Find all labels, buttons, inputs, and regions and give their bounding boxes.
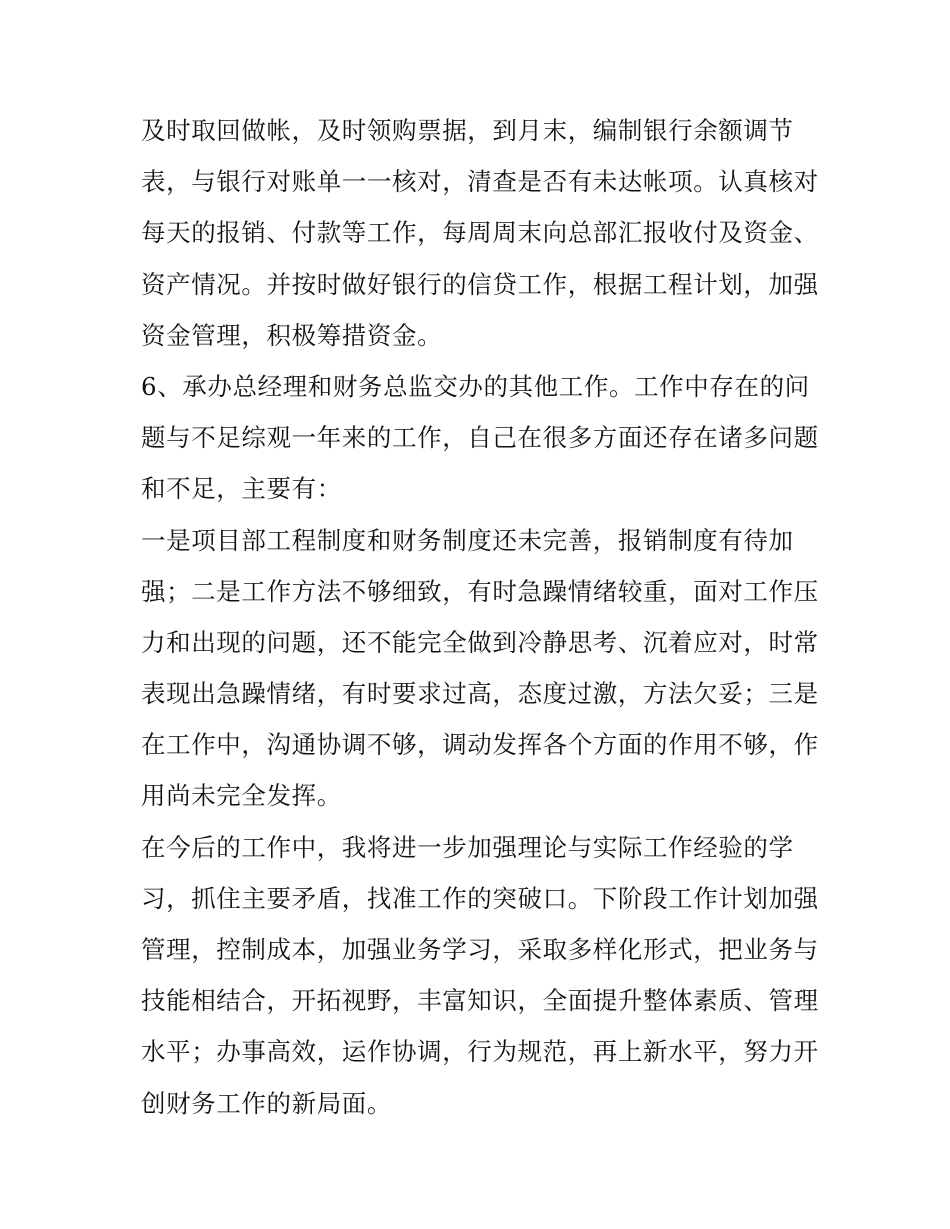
text-line: 创财务工作的新局面。 bbox=[141, 1088, 392, 1118]
text-line: 6、承办总经理和财务总监交办的其他工作。工作中存在的问 bbox=[141, 371, 810, 401]
text-line: 水平；办事高效，运作协调，行为规范，再上新水平，努力开 bbox=[141, 1037, 819, 1067]
text-line: 表现出急躁情绪，有时要求过高，态度过激，方法欠妥；三是 bbox=[141, 679, 819, 709]
text-line: 技能相结合，开拓视野，丰富知识，全面提升整体素质、管理 bbox=[141, 986, 819, 1016]
text-line: 和不足，主要有： bbox=[141, 474, 342, 504]
text-line: 用尚未完全发挥。 bbox=[141, 781, 342, 811]
text-line: 在工作中，沟通协调不够，调动发挥各个方面的作用不够，作 bbox=[141, 730, 819, 760]
document-body-text bbox=[141, 105, 821, 1129]
text-line: 及时取回做帐，及时领购票据，到月末，编制银行余额调节 bbox=[141, 116, 794, 145]
text-line: 表，与银行对账单一一核对，清查是否有未达帐项。认真核对 bbox=[141, 167, 819, 197]
text-line: 强；二是工作方法不够细致，有时急躁情绪较重，面对工作压 bbox=[141, 576, 819, 606]
text-line: 管理，控制成本，加强业务学习，采取多样化形式，把业务与 bbox=[141, 935, 819, 964]
text-line: 一是项目部工程制度和财务制度还未完善，报销制度有待加 bbox=[141, 525, 794, 555]
text-line: 资产情况。并按时做好银行的信贷工作，根据工程计划，加强 bbox=[141, 269, 819, 299]
text-line: 在今后的工作中，我将进一步加强理论与实际工作经验的学 bbox=[141, 832, 794, 862]
text-line: 资金管理，积极筹措资金。 bbox=[141, 320, 443, 350]
text-line: 每天的报销、付款等工作，每周周末向总部汇报收付及资金、 bbox=[141, 218, 819, 248]
text-line: 习，抓住主要矛盾，找准工作的突破口。下阶段工作计划加强 bbox=[141, 883, 819, 913]
text-line: 力和出现的问题，还不能完全做到冷静思考、沉着应对，时常 bbox=[141, 627, 819, 657]
text-line: 题与不足综观一年来的工作，自己在很多方面还存在诸多问题 bbox=[141, 423, 819, 453]
